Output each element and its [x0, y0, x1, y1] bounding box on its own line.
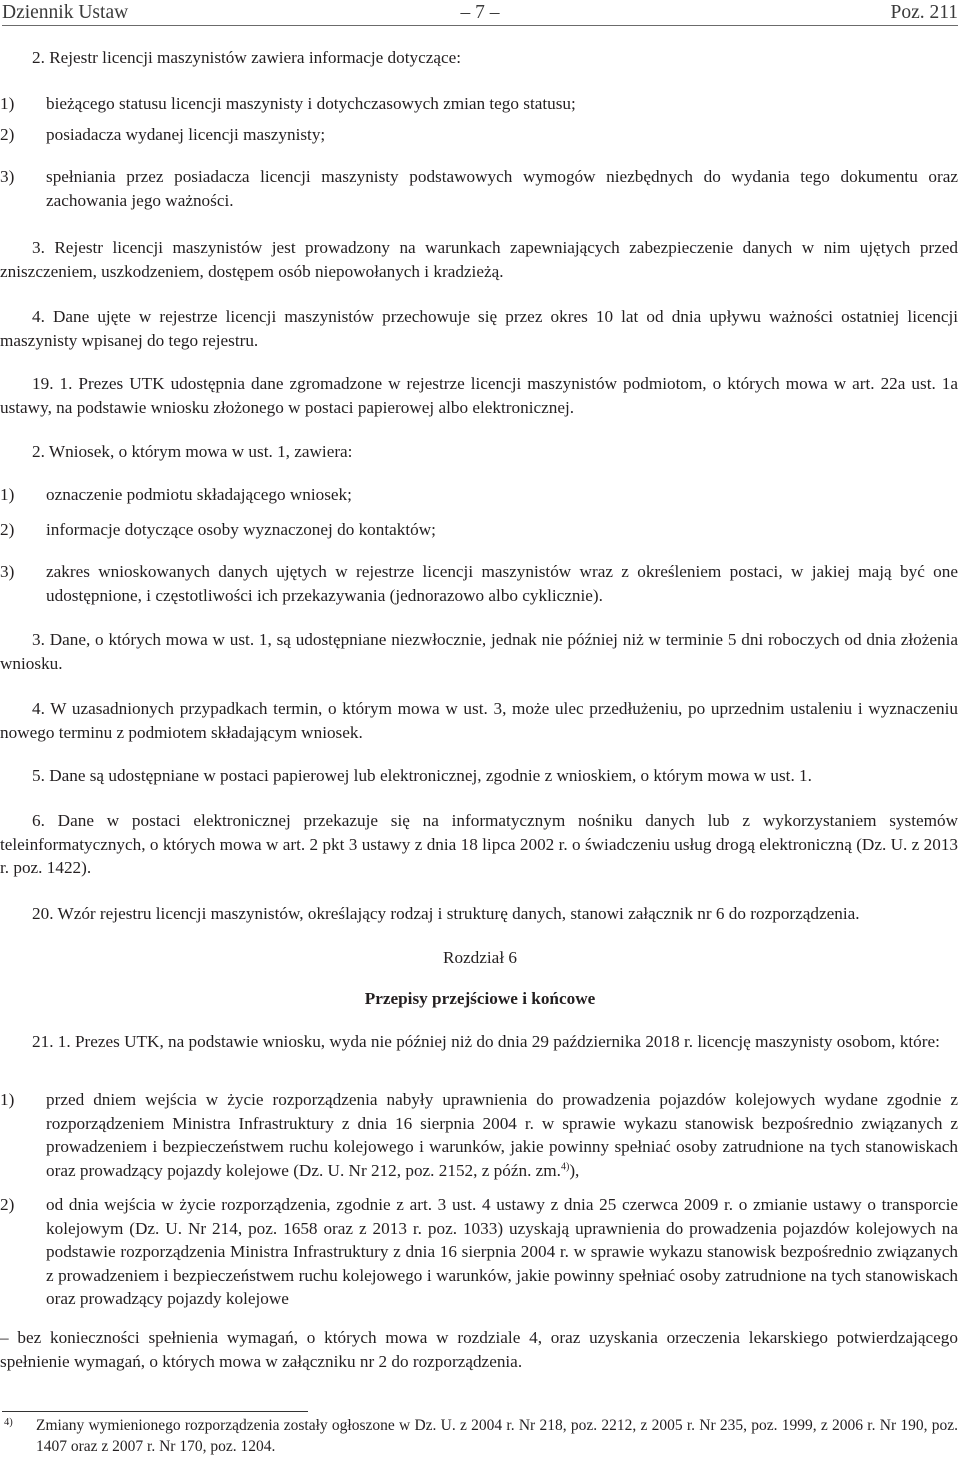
- paragraph-3: 3. Rejestr licencji maszynistów jest prowadzony na warunkach zapewniających zabezpieczenie danych w nim ujętych przed zniszczeniem, uszkodzeniem, dostępem osób niepowołanych i kradzieżą.: [0, 238, 958, 281]
- section-19-paragraph-2: 2. Wniosek, o którym mowa w ust. 1, zawiera:: [32, 442, 353, 461]
- footnote-mark: 4): [4, 1417, 13, 1428]
- footnote: [0, 1415, 958, 1457]
- section-19-paragraph-5: 5. Dane są udostępniane w postaci papierowej lub elektronicznej, zgodnie z wnioskiem, o którym mowa w ust. 1.: [32, 766, 812, 785]
- section-21-closing: – bez konieczności spełnienia wymagań, o których mowa w rozdziale 4, oraz uzyskania orzeczenia lekarskiego potwierdzającego spełnienie wymagań, o których mowa w załączniku nr 2 do rozporządzenia.: [0, 1328, 958, 1371]
- page-number: – 7 –: [460, 2, 500, 23]
- section-19-paragraph-3: 3. Dane, o których mowa w ust. 1, są udostępniane niezwłocznie, jednak nie później niż w terminie 5 dni roboczych od dnia złożenia wniosku.: [0, 630, 958, 673]
- list-item-number: 2): [0, 520, 15, 539]
- section-19-paragraph-4: 4. W uzasadnionych przypadkach termin, o którym mowa w ust. 3, może ulec przedłużeniu, po uprzednim ustaleniu i wyznaczeniu nowego terminu z podmiotem składającym wniosek.: [0, 699, 958, 742]
- list-item-number: 3): [0, 562, 15, 581]
- journal-name: Dziennik Ustaw: [2, 2, 129, 23]
- list-item-number: 1): [0, 1090, 15, 1109]
- list-item-number: 3): [0, 167, 15, 186]
- footnote-text: Zmiany wymienionego rozporządzenia zostały ogłoszone w Dz. U. z 2004 r. Nr 218, poz. 2212, z 2005 r. Nr 235, poz. 1999, z 2006 r. Nr 190, poz. 1407 oraz z 2007 r. Nr 170, poz. 1204.: [36, 1417, 958, 1455]
- list-item-number: 2): [0, 1195, 15, 1214]
- list-item: [0, 92, 958, 116]
- list-item-text: posiadacza wydanej licencji maszynisty;: [46, 125, 326, 144]
- list-item: [0, 483, 958, 507]
- list-item-text: oznaczenie podmiotu składającego wniosek;: [46, 485, 352, 504]
- position-number: Poz. 211: [890, 2, 958, 23]
- list-item: [0, 165, 958, 212]
- chapter-label: Rozdział 6: [443, 948, 517, 967]
- list-item-text: spełniania przez posiadacza licencji maszynisty podstawowych wymogów niezbędnych do wydania tego dokumentu oraz zachowania jego ważności.: [46, 167, 958, 210]
- section-19-paragraph-6: 6. Dane w postaci elektronicznej przekazuje się na informatycznym nośniku danych lub z wykorzystaniem systemów teleinformatycznych, o których mowa w art. 2 pkt 3 ustawy z dnia 18 lipca 2002 r. o świadczeniu usług drogą elektroniczną (Dz. U. z 2013 r. poz. 1422).: [0, 811, 958, 877]
- paragraph-4: 4. Dane ujęte w rejestrze licencji maszynistów przechowuje się przez okres 10 lat od dnia upływu ważności ostatniej licencji maszynisty wpisanej do tego rejestru.: [0, 307, 958, 350]
- list-item-number: 1): [0, 485, 15, 504]
- list-item: [0, 560, 958, 607]
- section-20: 20. Wzór rejestru licencji maszynistów, określający rodzaj i strukturę danych, stanowi załącznik nr 6 do rozporządzenia.: [32, 904, 860, 923]
- list-item: [0, 1193, 958, 1311]
- list-item-text: [46, 1088, 958, 1182]
- list-item-text: bieżącego statusu licencji maszynisty i dotychczasowych zmian tego statusu;: [46, 94, 576, 113]
- list-item: [0, 518, 958, 542]
- list-item-body: przed dniem wejścia w życie rozporządzenia nabyły uprawnienia do prowadzenia pojazdów kolejowych wydane zgodnie z rozporządzeniem Ministra Infrastruktury z dnia 16 sierpnia 2004 r. w sprawie wykazu stanowisk bezpośrednio związanych z prowadzeniem i bezpieczeństwem ruchu kolejowego i warunków, jakie powinny spełniać osoby zatrudnione na tych stanowiskach oraz prowadzący pojazdy kolejowe (Dz. U. Nr 212, poz. 2152, z późn. zm.: [46, 1090, 958, 1180]
- footnote-divider: [2, 1411, 308, 1412]
- list-item-number: 2): [0, 125, 15, 144]
- list-item-tail: ),: [569, 1160, 580, 1180]
- chapter-title: Przepisy przejściowe i końcowe: [364, 989, 596, 1008]
- footnote-reference[interactable]: 4): [560, 1160, 570, 1172]
- list-item-text: informacje dotyczące osoby wyznaczonej do kontaktów;: [46, 520, 436, 539]
- list-item-text: od dnia wejścia w życie rozporządzenia, zgodnie z art. 3 ust. 4 ustawy z dnia 25 czerwca 2009 r. o zmianie ustawy o transporcie kolejowym (Dz. U. Nr 214, poz. 1658 oraz z 2013 r. poz. 1033) uzyskają uprawnienia do prowadzenia pojazdów kolejowych na podstawie rozporządzenia Ministra Infrastruktury z dnia 16 sierpnia 2004 r. w sprawie wykazu stanowisk bezpośrednio związanych z prowadzeniem i bezpieczeństwem ruchu kolejowego i warunków, jakie powinny spełniać osoby zatrudnione na tych stanowiskach oraz prowadzący pojazdy kolejowe: [46, 1195, 958, 1308]
- list-item: [0, 1088, 958, 1182]
- section-19-paragraph-1: 19. 1. Prezes UTK udostępnia dane zgromadzone w rejestrze licencji maszynistów podmiotom, o których mowa w art. 22a ust. 1a ustawy, na podstawie wniosku złożonego w postaci papierowej albo elektronicznej.: [0, 374, 958, 417]
- list-item-text: zakres wnioskowanych danych ujętych w rejestrze licencji maszynistów wraz z określeniem postaci, w jakiej mają być one udostępnione, i częstotliwości ich przekazywania (jednorazowo albo cyklicznie).: [46, 562, 958, 605]
- section-21-paragraph-1: 21. 1. Prezes UTK, na podstawie wniosku, wyda nie później niż do dnia 29 października 2018 r. licencję maszynisty osobom, które:: [32, 1032, 940, 1051]
- header-divider: [2, 25, 958, 26]
- paragraph-2-intro: 2. Rejestr licencji maszynistów zawiera informacje dotyczące:: [32, 48, 462, 67]
- list-item-number: 1): [0, 94, 15, 113]
- list-item: [0, 123, 958, 147]
